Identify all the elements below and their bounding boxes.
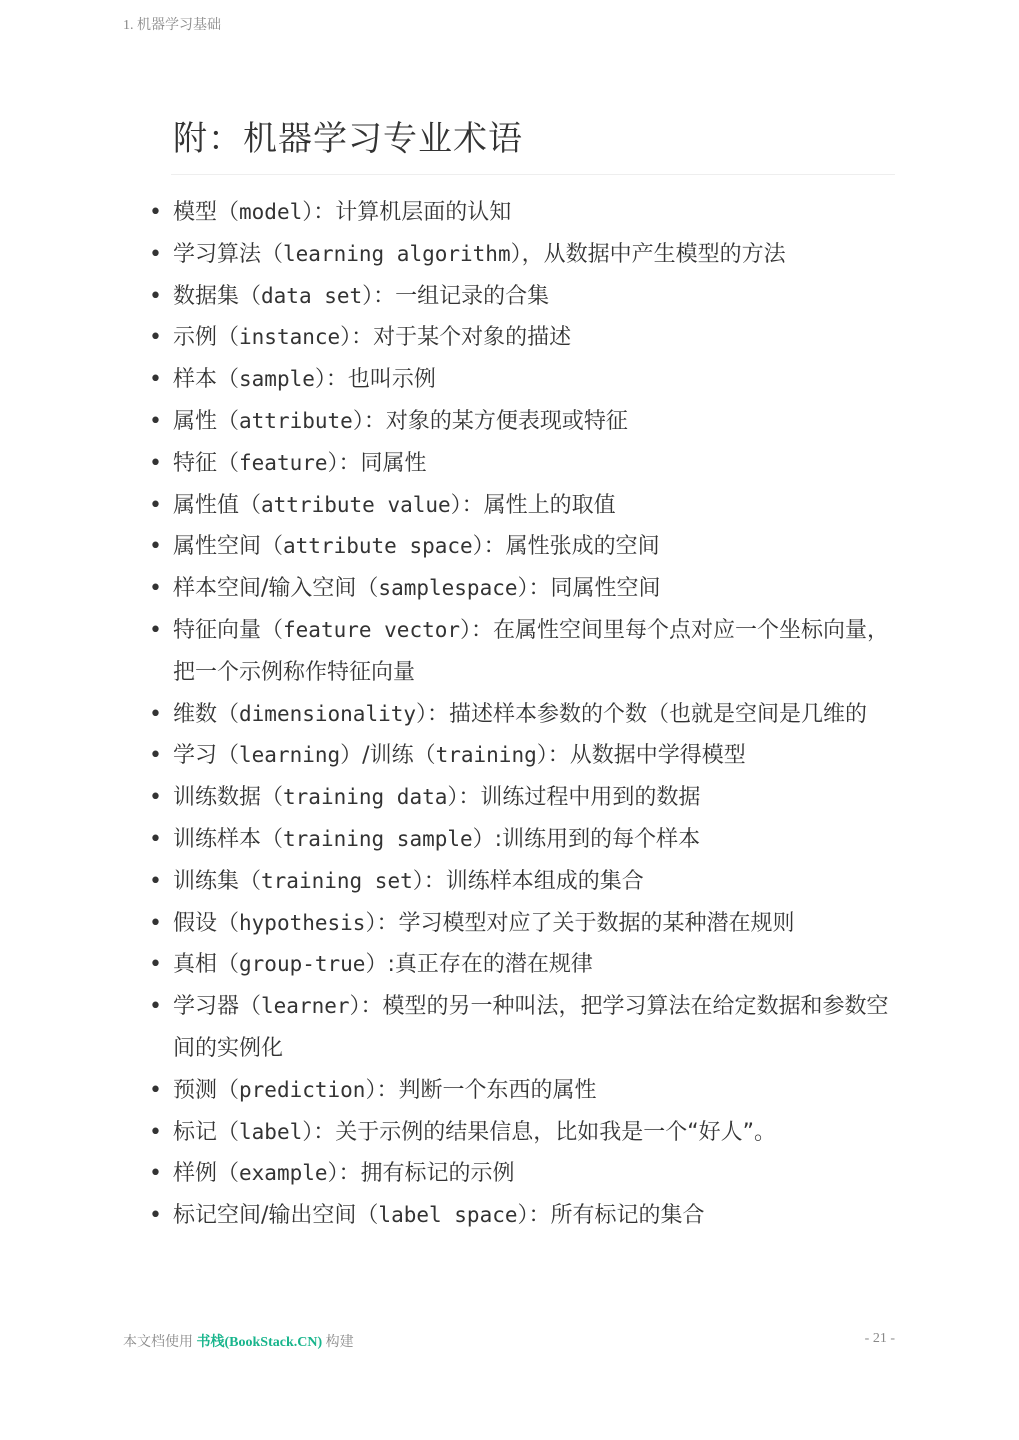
bullet-icon: • <box>149 450 162 476</box>
term-definition: ）：属性张成的空间 <box>472 534 660 560</box>
term-english: sample <box>239 367 315 392</box>
list-item <box>149 568 898 610</box>
term-english: hypothesis <box>239 910 366 935</box>
list-item <box>149 694 898 736</box>
term-definition: ）:真正存在的潜在规律 <box>365 952 593 978</box>
list-item <box>149 819 898 861</box>
term-chinese: 特征向量（ <box>173 617 284 643</box>
term-definition: ）/训练（ <box>340 743 436 769</box>
term-definition: ）：训练样本组成的集合 <box>412 868 644 894</box>
term-english: feature vector <box>283 617 461 642</box>
term-english-secondary: training <box>435 743 537 768</box>
term-chinese: 属性空间（ <box>173 534 284 560</box>
footer-suffix: 构建 <box>325 1335 354 1350</box>
term-english: dimensionality <box>239 701 417 726</box>
term-definition: ）：从数据中学得模型 <box>536 743 746 769</box>
term-chinese: 示例（ <box>173 325 240 351</box>
term-chinese: 真相（ <box>173 952 240 978</box>
running-header: 1. 机器学习基础 <box>123 18 221 33</box>
bullet-icon: • <box>149 994 162 1020</box>
list-item <box>149 986 898 1070</box>
bullet-icon: • <box>149 576 162 602</box>
list-item <box>149 401 898 443</box>
term-definition: ）:训练用到的每个样本 <box>472 826 701 852</box>
term-english: attribute space <box>283 534 473 559</box>
term-english: learning algorithm <box>283 241 511 266</box>
term-chinese: 数据集（ <box>173 283 262 309</box>
term-definition: ）：也叫示例 <box>314 367 436 393</box>
term-english: training data <box>283 785 448 810</box>
term-definition: ）：学习模型对应了关于数据的某种潜在规则 <box>365 910 795 936</box>
bullet-icon: • <box>149 408 162 434</box>
term-definition: ）：拥有标记的示例 <box>327 1161 515 1187</box>
list-item <box>149 903 898 945</box>
term-chinese: 标记空间/输出空间（ <box>173 1203 379 1229</box>
bullet-icon: • <box>149 785 162 811</box>
term-definition: ），从数据中产生模型的方法 <box>510 241 786 267</box>
term-chinese: 假设（ <box>173 910 240 936</box>
term-definition: ）：对象的某方便表现或特征 <box>352 408 628 434</box>
bullet-icon: • <box>149 534 162 560</box>
list-item <box>149 526 898 568</box>
list-item <box>149 861 898 903</box>
term-english: group-true <box>239 952 366 977</box>
list-item <box>149 944 898 986</box>
term-chinese: 学习（ <box>173 743 240 769</box>
bookstack-link[interactable]: 书栈(BookStack.CN) <box>196 1335 323 1350</box>
bullet-icon: • <box>149 241 162 267</box>
bullet-icon: • <box>149 283 162 309</box>
term-english: model <box>239 200 303 224</box>
bullet-icon: • <box>149 325 162 351</box>
bullet-icon: • <box>149 200 162 225</box>
footer-prefix: 本文档使用 <box>123 1335 193 1350</box>
bullet-icon: • <box>149 868 162 894</box>
footer-credit <box>123 1331 354 1351</box>
list-item <box>149 192 898 234</box>
term-chinese: 训练样本（ <box>173 826 284 852</box>
list-item <box>149 359 898 401</box>
term-english: data set <box>261 283 363 308</box>
term-english: attribute value <box>261 492 451 517</box>
list-item <box>149 276 898 318</box>
term-chinese: 样本空间/输入空间（ <box>173 576 379 602</box>
term-chinese: 特征（ <box>173 450 240 476</box>
term-english: feature <box>239 450 328 475</box>
term-definition: ）：属性上的取值 <box>450 492 616 518</box>
term-chinese: 学习算法（ <box>173 241 284 267</box>
bullet-icon: • <box>149 1161 162 1187</box>
term-definition: ）：在属性空间里每个点对应一个坐标向量，把一个示例称作特征向量 <box>173 617 890 685</box>
term-english: training sample <box>283 826 473 851</box>
term-definition: ）：模型的另一种叫法，把学习算法在给定数据和参数空间的实例化 <box>173 994 889 1061</box>
term-chinese: 预测（ <box>173 1077 240 1103</box>
term-definition: ）：一组记录的合集 <box>362 283 550 309</box>
term-chinese: 标记（ <box>173 1119 240 1145</box>
list-item <box>149 443 898 485</box>
bullet-icon: • <box>149 701 162 727</box>
page-title: 附：机器学习专业术语 <box>173 119 523 159</box>
term-definition: ）：同属性 <box>327 450 427 476</box>
term-chinese: 学习器（ <box>173 994 262 1020</box>
term-chinese: 模型（ <box>173 200 240 225</box>
term-english: example <box>239 1161 328 1186</box>
term-definition: ）：训练过程中用到的数据 <box>447 785 701 811</box>
bullet-icon: • <box>149 826 162 852</box>
bullet-icon: • <box>149 952 162 978</box>
list-item <box>149 1153 898 1195</box>
page-number: - 21 - <box>864 1331 895 1346</box>
term-english: label <box>239 1119 303 1144</box>
bullet-icon: • <box>149 492 162 518</box>
list-item <box>149 610 898 694</box>
term-definition: ）：描述样本参数的个数（也就是空间是几维的 <box>416 701 868 727</box>
term-list <box>149 192 898 1237</box>
bullet-icon: • <box>149 617 162 643</box>
term-definition: ）：计算机层面的认知 <box>302 200 512 225</box>
bullet-icon: • <box>149 367 162 393</box>
bullet-icon: • <box>149 1077 162 1103</box>
term-definition: ）：所有标记的集合 <box>517 1203 705 1229</box>
list-item <box>149 735 898 777</box>
term-chinese: 维数（ <box>173 701 240 727</box>
term-english: learner <box>261 994 350 1019</box>
bullet-icon: • <box>149 910 162 936</box>
term-english: prediction <box>239 1077 366 1102</box>
term-english: attribute <box>239 408 353 433</box>
term-chinese: 训练集（ <box>173 868 262 894</box>
term-definition: ）：判断一个东西的属性 <box>365 1077 597 1103</box>
term-definition: ）：对于某个对象的描述 <box>340 325 572 351</box>
term-english: learning <box>239 743 341 768</box>
list-item <box>149 1112 898 1154</box>
list-item <box>149 485 898 527</box>
term-chinese: 训练数据（ <box>173 785 284 811</box>
term-chinese: 属性值（ <box>173 492 262 518</box>
term-definition: ）：同属性空间 <box>517 576 661 602</box>
term-english: instance <box>239 325 341 350</box>
bullet-icon: • <box>149 1119 162 1145</box>
bullet-icon: • <box>149 1203 162 1229</box>
term-english: samplespace <box>378 576 518 601</box>
list-item <box>149 777 898 819</box>
term-english: label space <box>378 1203 518 1228</box>
term-definition: ）：关于示例的结果信息，比如我是一个“好人”。 <box>302 1119 777 1145</box>
list-item <box>149 234 898 276</box>
bullet-icon: • <box>149 743 162 769</box>
term-chinese: 样例（ <box>173 1161 240 1187</box>
term-chinese: 样本（ <box>173 367 240 393</box>
list-item <box>149 1070 898 1112</box>
list-item <box>149 317 898 359</box>
term-chinese: 属性（ <box>173 408 240 434</box>
title-divider <box>171 174 895 175</box>
list-item <box>149 1195 898 1237</box>
term-english: training set <box>261 868 413 893</box>
